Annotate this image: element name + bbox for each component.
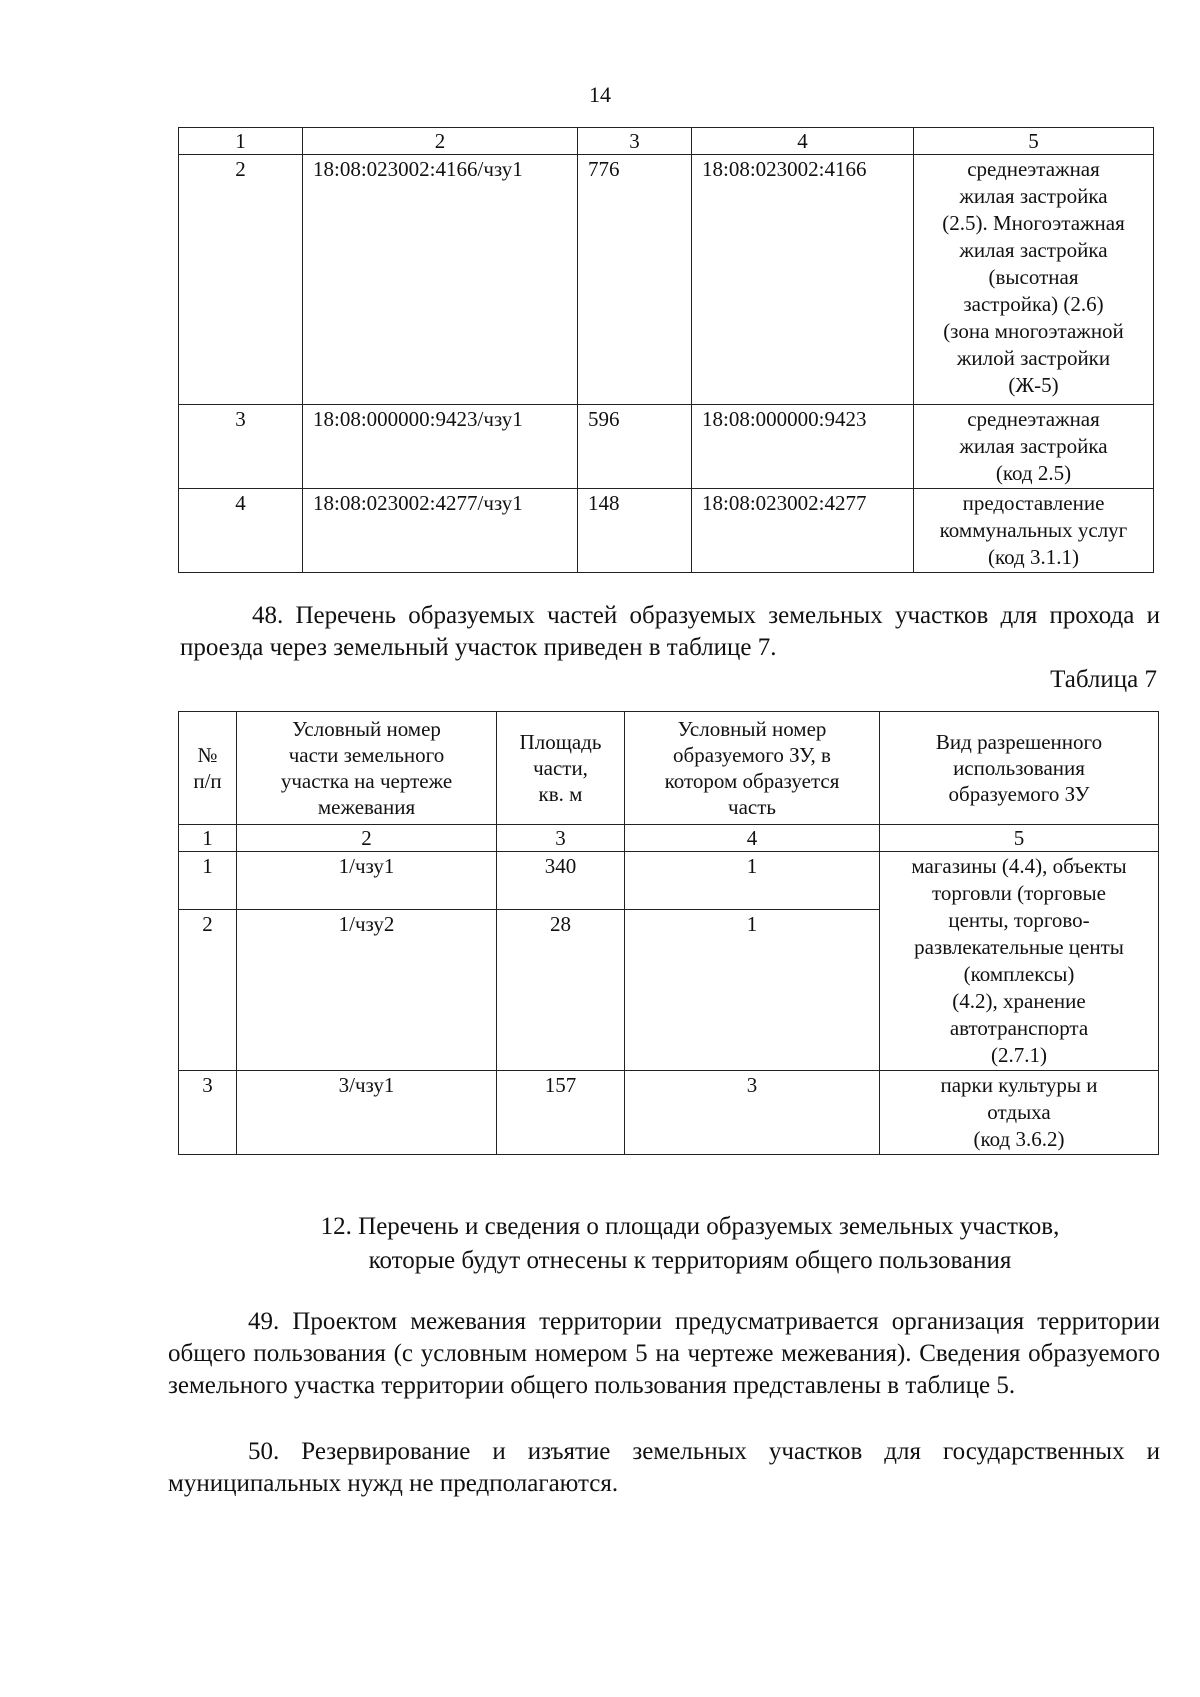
row-number: 3 [179, 405, 303, 489]
part-area: 776 [578, 155, 692, 405]
header-cell: 4 [692, 128, 914, 155]
column-number: 3 [497, 825, 625, 852]
header-line: п/п [193, 769, 222, 793]
permitted-use [914, 155, 1154, 405]
parcel-number: 18:08:000000:9423 [692, 405, 914, 489]
use-line: торговли (торговые [932, 881, 1106, 905]
use-line: развлекательные центы [914, 935, 1124, 959]
paragraph-50: 50. Резервирование и изъятие земельных участков для государственных и муниципальных нужд не предполагаются. [168, 1438, 1160, 1497]
table-header-row [179, 712, 1159, 825]
row-number: 4 [179, 489, 303, 573]
section-12-heading [230, 1210, 1150, 1278]
header-line: часть [728, 795, 776, 819]
header-zu-number [625, 712, 880, 825]
heading-line: которые будут отнесены к территориям общего пользования [368, 1247, 1012, 1274]
header-line: котором образуется [664, 769, 840, 793]
table-7 [178, 711, 1159, 1155]
table-6-continuation [178, 127, 1154, 573]
header-line: кв. м [538, 782, 583, 806]
header-cell: 3 [578, 128, 692, 155]
permitted-use [880, 1071, 1159, 1155]
part-number: 18:08:000000:9423/чзу1 [303, 405, 578, 489]
header-line: межевания [317, 795, 416, 819]
header-area [497, 712, 625, 825]
paragraph-48: 48. Перечень образуемых частей образуемых земельных участков для прохода и проезда через земельный участок приведен в таблице 7. [180, 602, 1160, 661]
header-part-number [237, 712, 497, 825]
table-row [179, 155, 1154, 405]
part-area: 28 [497, 910, 625, 1071]
use-line: (2.7.1) [991, 1043, 1047, 1067]
part-area: 340 [497, 852, 625, 910]
part-number: 3/чзу1 [237, 1071, 497, 1155]
table-row [179, 489, 1154, 573]
column-number: 2 [237, 825, 497, 852]
column-number: 5 [880, 825, 1159, 852]
permitted-use [914, 405, 1154, 489]
zu-number: 1 [625, 910, 880, 1071]
use-line: жилая застройка [959, 434, 1108, 458]
use-line: парки культуры и [940, 1073, 1098, 1097]
header-line: Вид разрешенного [935, 730, 1103, 754]
part-area: 596 [578, 405, 692, 489]
header-line: части, [533, 756, 588, 780]
header-line: Условный номер [292, 717, 441, 741]
part-area: 148 [578, 489, 692, 573]
paragraph-49: 49. Проектом межевания территории предусматривается организация территории общего пользования (с условным номером 5 на чертеже межевания). Сведения образуемого земельного участка территории общего пользования представлены в таблице 5. [168, 1308, 1160, 1399]
use-line: магазины (4.4), объекты [911, 854, 1127, 878]
table-row [179, 852, 1159, 910]
permitted-use [914, 489, 1154, 573]
row-number: 2 [179, 155, 303, 405]
table-7-caption: Таблица 7 [1050, 666, 1157, 693]
use-line: жилая застройка [959, 184, 1108, 208]
use-line: (комплексы) [963, 962, 1075, 986]
header-line: участка на чертеже [280, 769, 453, 793]
zu-number: 3 [625, 1071, 880, 1155]
use-line: застройка) (2.6) [963, 292, 1104, 316]
header-cell: 1 [179, 128, 303, 155]
row-number: 3 [179, 1071, 237, 1155]
header-line: части земельного [288, 743, 445, 767]
use-line: отдыха [987, 1100, 1051, 1124]
use-line: коммунальных услуг [939, 518, 1128, 542]
parcel-number: 18:08:023002:4277 [692, 489, 914, 573]
permitted-use-merged [880, 852, 1159, 1071]
use-line: (код 3.1.1) [988, 545, 1079, 569]
parcel-number: 18:08:023002:4166 [692, 155, 914, 405]
part-number: 1/чзу2 [237, 910, 497, 1071]
column-number: 1 [179, 825, 237, 852]
use-line: жилая застройка [959, 238, 1108, 262]
zu-number: 1 [625, 852, 880, 910]
use-line: (2.5). Многоэтажная [942, 211, 1125, 235]
use-line: (высотная [988, 265, 1079, 289]
table-row [179, 1071, 1159, 1155]
heading-line: 12. Перечень и сведения о площади образуемых земельных участков, [320, 1213, 1060, 1240]
header-line: образуемого ЗУ [948, 782, 1090, 806]
header-line: Площадь [519, 730, 602, 754]
table-header-row [179, 128, 1154, 155]
page-number: 14 [589, 82, 611, 107]
use-line: (код 2.5) [995, 461, 1072, 485]
part-number: 1/чзу1 [237, 852, 497, 910]
row-number: 2 [179, 910, 237, 1071]
row-number: 1 [179, 852, 237, 910]
header-cell: 2 [303, 128, 578, 155]
header-permitted-use [880, 712, 1159, 825]
use-line: среднеэтажная [967, 157, 1100, 181]
use-line: центы, торгово- [948, 908, 1090, 932]
header-line: образуемого ЗУ, в [673, 743, 831, 767]
header-number [179, 712, 237, 825]
header-line: № [197, 743, 218, 767]
header-line: использования [953, 756, 1085, 780]
part-number: 18:08:023002:4277/чзу1 [303, 489, 578, 573]
use-line: (код 3.6.2) [973, 1127, 1065, 1151]
use-line: (зона многоэтажной [943, 319, 1124, 343]
table-row [179, 405, 1154, 489]
use-line: (Ж-5) [1008, 373, 1059, 397]
part-number: 18:08:023002:4166/чзу1 [303, 155, 578, 405]
header-cell: 5 [914, 128, 1154, 155]
use-line: предоставление [962, 491, 1105, 515]
column-number: 4 [625, 825, 880, 852]
use-line: автотранспорта [949, 1016, 1089, 1040]
part-area: 157 [497, 1071, 625, 1155]
column-number-row [179, 825, 1159, 852]
header-line: Условный номер [677, 717, 827, 741]
use-line: жилой застройки [956, 346, 1111, 370]
use-line: среднеэтажная [967, 407, 1100, 431]
use-line: (4.2), хранение [952, 989, 1086, 1013]
